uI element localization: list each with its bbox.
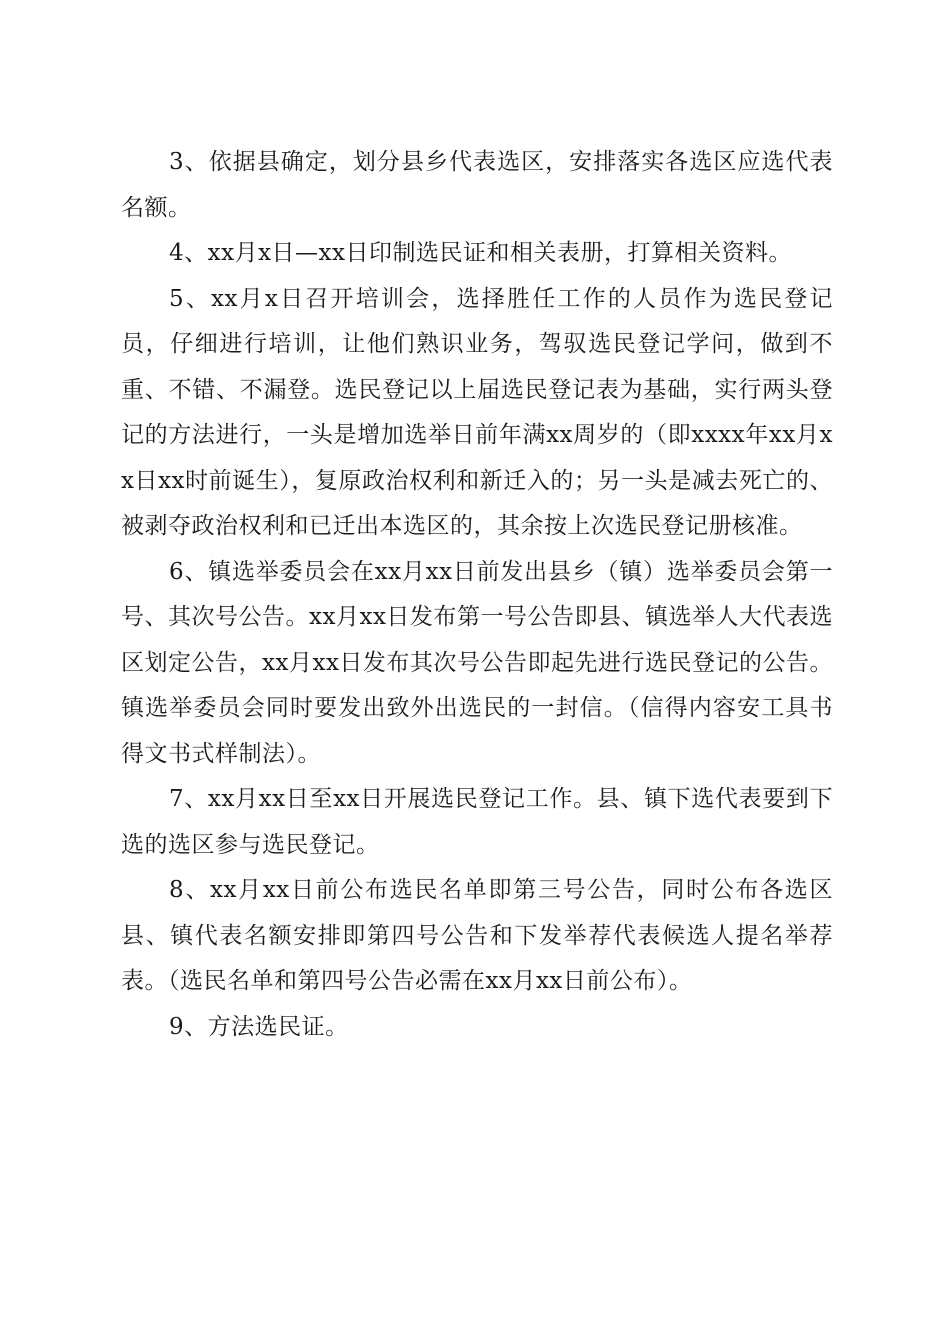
paragraph-item-9: 9、方法选民证。 (169, 1013, 349, 1040)
paragraph-item-5: 5、xx月x日召开培训会，选择胜任工作的人员作为选民登记员，仔细进行培训，让他们熟识业务，驾驭选民登记学问，做到不重、不错、不漏登。选民登记以上届选民登记表为基础，实行两头登记的方法进行，一头是增加选举日前年满xx周岁的（即xxxx年xx月xx日xx时前诞生），复原政治权利和新迁入的；另一头是减去死亡的、被剥夺政治权利和已迁出本选区的，其余按上次选民登记册核准。 (121, 285, 833, 539)
paragraph-item-8: 8、xx月xx日前公布选民名单即第三号公告，同时公布各选区县、镇代表名额安排即第四号公告和下发举荐代表候选人提名举荐表。（选民名单和第四号公告必需在xx月xx日前公布）。 (121, 877, 833, 994)
paragraph-item-3: 3、依据县确定，划分县乡代表选区，安排落实各选区应选代表名额。 (121, 149, 833, 221)
paragraph-item-6: 6、镇选举委员会在xx月xx日前发出县乡（镇）选举委员会第一号、其次号公告。xx月xx日发布第一号公告即县、镇选举人大代表选区划定公告，xx月xx日发布其次号公告即起先进行选民登记的公告。镇选举委员会同时要发出致外出选民的一封信。（信得内容安工具书得文书式样制法）。 (121, 558, 833, 767)
document-body (121, 140, 833, 1050)
paragraph-item-7: 7、xx月xx日至xx日开展选民登记工作。县、镇下选代表要到下选的选区参与选民登记。 (121, 786, 833, 858)
paragraph-item-4: 4、xx月x日—xx日印制选民证和相关表册，打算相关资料。 (169, 240, 792, 266)
